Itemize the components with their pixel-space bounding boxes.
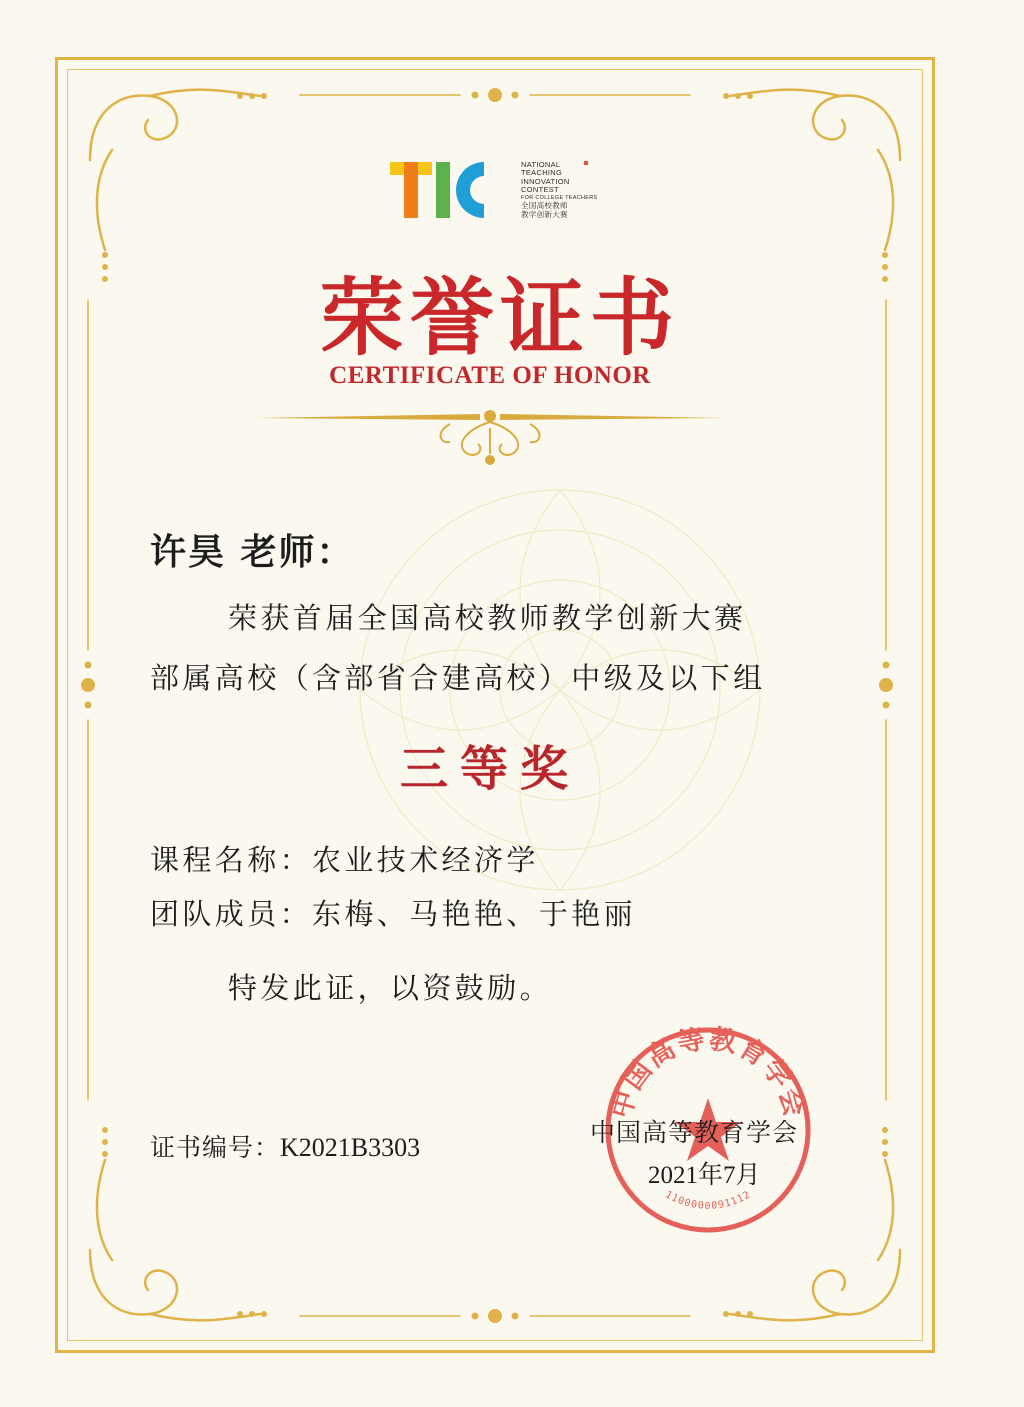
award-description-line2: 部属高校（含部省合建高校）中级及以下组 (150, 661, 766, 695)
issue-date: 2021年7月 (648, 1162, 761, 1189)
award-level: 三等奖 (399, 741, 580, 797)
issuer-name: 中国高等教育学会 (590, 1118, 799, 1147)
logo-line: FOR COLLEGE TEACHERS (521, 195, 598, 202)
svg-text:1100000091112 (663, 1189, 753, 1212)
team-row (150, 892, 636, 933)
logo-text (521, 161, 598, 219)
seal-number: 1100000091112 (663, 1189, 753, 1212)
team-value: 东梅、马艳艳、于艳丽 (312, 897, 637, 931)
team-label: 团队成员： (150, 897, 313, 931)
closing-statement: 特发此证，以资鼓励。 (228, 971, 553, 1005)
logo-line: NATIONAL (521, 160, 561, 169)
logo-line: 全国高校教师 (521, 201, 568, 211)
logo-line: TEACHING (521, 168, 563, 178)
title-divider-ornament (250, 398, 730, 473)
logo-line: INNOVATION (521, 176, 570, 186)
certificate-number-label: 证书编号： (150, 1133, 281, 1162)
award-description-line1: 荣获首届全国高校教师教学创新大赛 (228, 601, 747, 635)
seal-arc-text: 中国高等教育学会 (605, 1024, 811, 1122)
tic-logo (388, 158, 618, 222)
logo-line: CONTEST (521, 184, 559, 194)
certificate-number-row (150, 1128, 420, 1164)
certificate-number-value: K2021B3303 (280, 1133, 421, 1162)
course-label: 课程名称： (150, 843, 313, 877)
course-row (150, 838, 539, 879)
certificate-title: 荣誉证书 (319, 268, 680, 367)
course-value: 农业技术经济学 (312, 843, 539, 877)
recipient-name: 许昊 老师： (150, 532, 355, 573)
tic-letters-logo (388, 160, 518, 220)
logo-line: 教学创新大赛 (521, 209, 568, 219)
certificate-subtitle: CERTIFICATE OF HONOR (329, 362, 651, 389)
